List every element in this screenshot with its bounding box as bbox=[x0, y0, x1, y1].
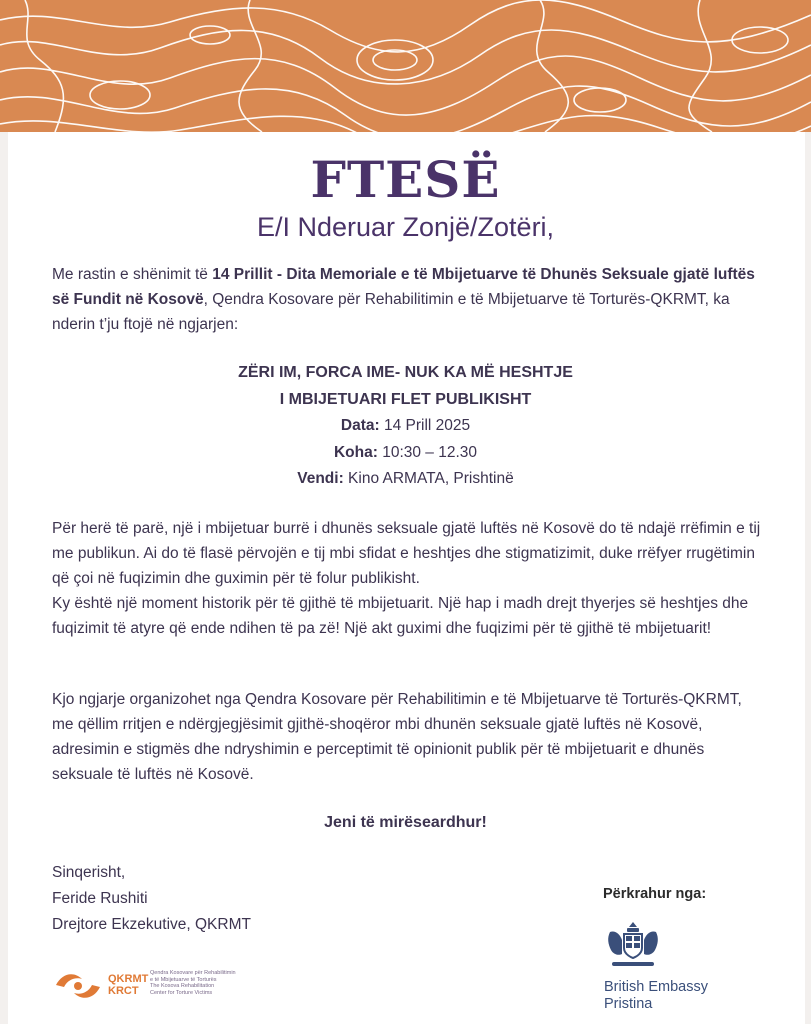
intro-lead: Me rastin e shënimit të bbox=[52, 266, 213, 283]
event-title-line1: ZËRI IM, FORCA IME- NUK KA MË HESHTJE bbox=[238, 364, 573, 381]
intro-paragraph bbox=[52, 262, 762, 337]
embassy-line2: Pristina bbox=[604, 996, 653, 1012]
greeting: E/I Nderuar Zonjë/Zotëri, bbox=[256, 212, 555, 242]
logo-acronyms bbox=[108, 973, 148, 997]
intro-tail: , Qendra Kosovare për Rehabilitimin e të Mbijetuarve të Torturës-QKRMT, ka nderin t’ju ftojë në ngjarjen: bbox=[52, 291, 730, 333]
signature-name: Feride Rushiti bbox=[52, 890, 148, 907]
date-value: 14 Prill 2025 bbox=[379, 417, 471, 434]
signature-block bbox=[52, 860, 251, 938]
signature-role: Drejtore Ekzekutive, QKRMT bbox=[52, 916, 251, 933]
venue-value: Kino ARMATA, Prishtinë bbox=[343, 470, 514, 487]
body-paragraph-2: Kjo ngjarje organizohet nga Qendra Kosovare për Rehabilitimin e të Mbijetuarve të Torturës-QKRMT, me qëllim rritjen e ndërgjegjësimit gjithë-shoqëror mbi dhunën seksuale gjatë luftës në Kosovë, adresimin e stigmës dhe ndryshimin e perceptimit të opinionit publik për të mbijetuarit e dhunës seksuale të luftës në Kosovë. bbox=[52, 691, 742, 783]
time-label: Koha: bbox=[333, 443, 378, 461]
intro-bold: 14 Prillit - Dita Memoriale e të Mbijetuarve të Dhunës Seksuale gjatë luftës së Fundit në Kosovë bbox=[52, 266, 755, 308]
page-title: FTESË bbox=[310, 150, 501, 209]
signature-closing: Sinqerisht, bbox=[52, 864, 126, 881]
logo-full-name bbox=[150, 970, 260, 996]
page-edge-left bbox=[0, 132, 8, 1024]
page-edge-right bbox=[805, 132, 811, 1024]
event-details bbox=[0, 360, 811, 493]
logo-name-sq2: e të Mbijetuarve të Torturës bbox=[150, 976, 217, 983]
body-paragraph-1b: Ky është një moment historik për të gjithë të mbijetuarit. Një hap i madh drejt thyerjes së heshtjes dhe fuqizimit të atyre që ende ndihen të pa zë! Një akt guximi dhe fuqizimi për të gjithë të mbijetuarit! bbox=[52, 595, 749, 637]
event-date bbox=[0, 413, 811, 440]
body-paragraph-1: Për herë të parë, një i mbijetuar burrë i dhunës seksuale gjatë luftës në Kosovë do të ndajë rrëfimin e tij me publikun. Ai do të flasë përvojën e tij mbi sfidat e heshtjes dhe stigmatizimit, duke rrëfyer rrugëtimin që çoi në fuqizimin dhe guximin për të folur publikisht. bbox=[52, 520, 761, 587]
logo-acronym-2: KRCT bbox=[108, 985, 139, 997]
topographic-pattern bbox=[0, 0, 811, 132]
header-banner bbox=[0, 0, 811, 132]
time-value: 10:30 – 12.30 bbox=[377, 443, 478, 461]
embassy-name bbox=[604, 979, 744, 1013]
support-label: Përkrahur nga: bbox=[603, 886, 707, 902]
event-time bbox=[0, 440, 811, 467]
royal-coat-of-arms-icon bbox=[604, 920, 662, 970]
embassy-line1: British Embassy bbox=[604, 979, 708, 995]
logo-name-en1: The Kosova Rehabilitation bbox=[150, 983, 215, 989]
welcome-text: Jeni të mirëseardhur! bbox=[324, 814, 487, 831]
event-title-line2: I MBIJETUARI FLET PUBLIKISHT bbox=[279, 390, 532, 408]
qkrmt-logo bbox=[54, 967, 254, 1007]
hands-logo-icon bbox=[54, 969, 102, 1003]
british-embassy-logo bbox=[604, 920, 744, 1013]
event-venue bbox=[0, 466, 811, 493]
logo-name-sq1: Qendra Kosovare për Rehabilitimin bbox=[150, 970, 236, 976]
logo-name-en2: Center for Torture Victims bbox=[150, 989, 213, 996]
date-label: Data: bbox=[340, 417, 380, 434]
logo-acronym-1: QKRMT bbox=[108, 973, 149, 985]
venue-label: Vendi: bbox=[297, 470, 344, 487]
